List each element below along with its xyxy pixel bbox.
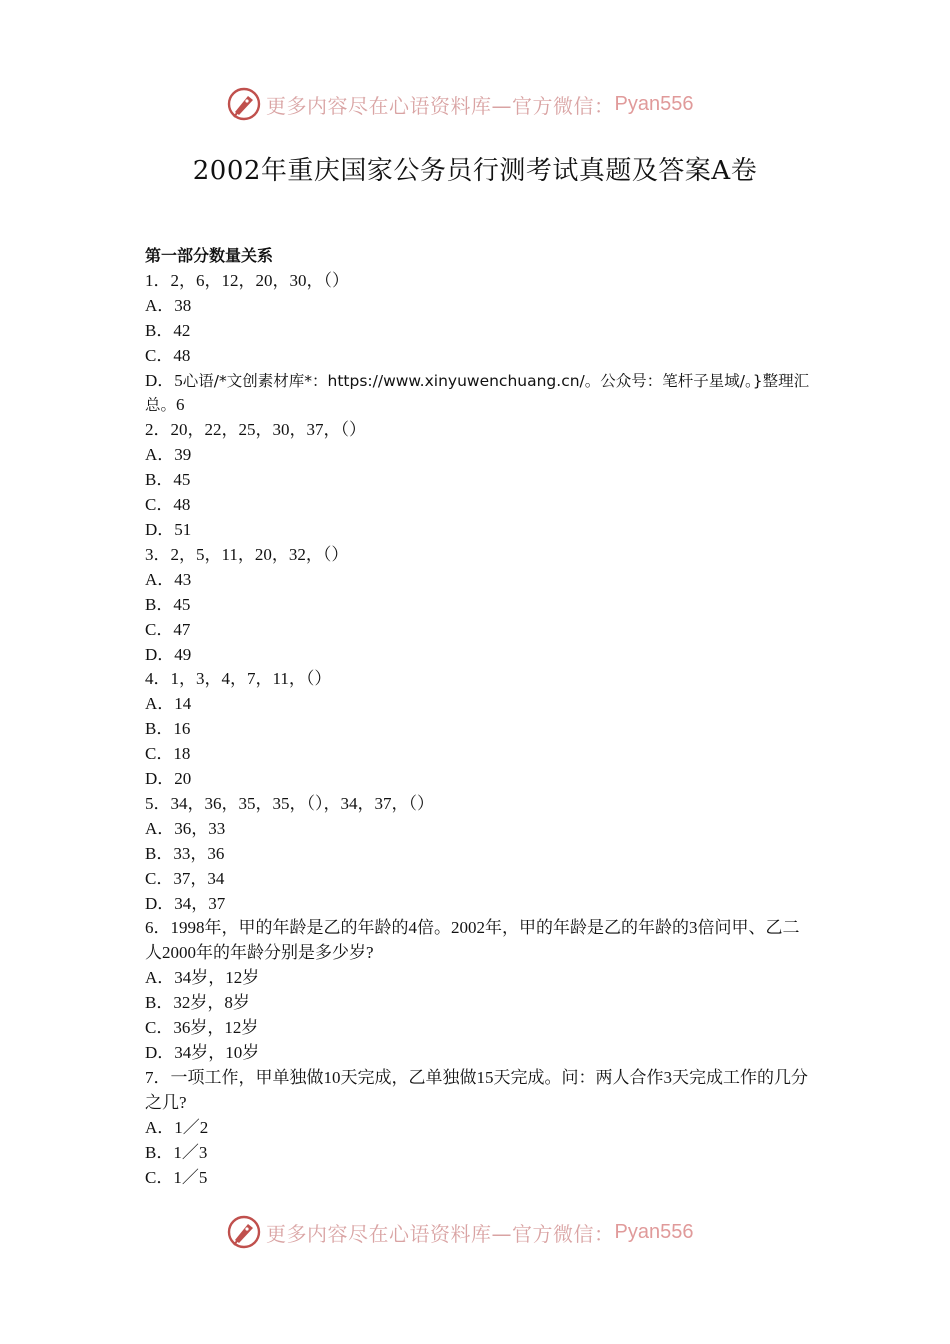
watermark-text: 更多内容尽在心语资料库—官方微信： (266, 1221, 615, 1246)
question-2-option-c: C．48 (145, 495, 191, 515)
question-1-option-c: C．48 (145, 345, 191, 365)
document-body (145, 244, 810, 1190)
option-d-prefix: D．5 (145, 370, 183, 390)
question-7-stem: 7．一项工作，甲单独做10天完成，乙单独做15天完成。问：两人合作3天完成工作的几分之几? (145, 1067, 808, 1112)
question-6-stem: 6．1998年，甲的年龄是乙的年龄的4倍。2002年，甲的年龄是乙的年龄的3倍问甲、乙二人2000年的年龄分别是多少岁? (145, 918, 800, 963)
question-1-option-d (145, 369, 810, 419)
pen-nib-logo-icon (226, 1214, 262, 1250)
question-4-option-c: C．18 (145, 744, 191, 764)
question-1-stem: 1．2，6，12，20，30，（） (145, 270, 349, 290)
question-6-option-d: D．34岁，10岁 (145, 1043, 260, 1062)
question-7-option-a: A．1／2 (145, 1117, 209, 1137)
question-3-stem: 3．2，5，11，20，32，（） (145, 544, 349, 564)
pen-nib-logo-icon (226, 86, 262, 122)
question-2-option-a: A．39 (145, 445, 192, 465)
inline-watermark: 心语/*文创素材库*：https://www.xinyuwenchuang.cn/。公众号：笔杆子星域/。}整理汇总。 (145, 371, 810, 415)
option-d-suffix: 6 (176, 395, 185, 415)
question-3-option-c: C．47 (145, 619, 191, 639)
watermark-banner-bottom (0, 1208, 950, 1252)
question-4-option-a: A．14 (145, 694, 192, 714)
question-3-option-a: A．43 (145, 569, 192, 589)
page-title: 2002年重庆国家公务员行测考试真题及答案A卷 (192, 156, 758, 186)
question-5-stem: 5．34，36，35，35，（），34，37，（） (145, 793, 434, 813)
question-6-option-c: C．36岁，12岁 (145, 1018, 259, 1038)
question-4-option-d: D．20 (145, 769, 192, 789)
question-3-option-d: D．49 (145, 644, 192, 664)
question-4-option-b: B．16 (145, 719, 191, 739)
question-7-option-b: B．1／3 (145, 1142, 208, 1162)
question-6-option-a: A．34岁，12岁 (145, 968, 260, 988)
question-5-option-d: D．34，37 (145, 893, 226, 913)
question-2-option-b: B．45 (145, 470, 191, 490)
question-5-option-a: A．36，33 (145, 818, 226, 838)
question-2-option-d: D．51 (145, 519, 192, 539)
question-5-option-c: C．37，34 (145, 868, 225, 888)
watermark-text: 更多内容尽在心语资料库—官方微信： (266, 93, 615, 118)
question-1-option-a: A．38 (145, 295, 192, 315)
question-2-stem: 2．20，22，25，30，37，（） (145, 420, 366, 440)
section-heading: 第一部分数量关系 (145, 246, 274, 265)
question-1-option-b: B．42 (145, 320, 191, 340)
question-7-option-c: C．1／5 (145, 1167, 208, 1187)
watermark-handle: Pyan556 (614, 1220, 694, 1243)
question-3-option-b: B．45 (145, 594, 191, 614)
watermark-banner-top (0, 80, 950, 124)
question-4-stem: 4．1，3，4，7，11，（） (145, 669, 332, 689)
question-5-option-b: B．33，36 (145, 843, 225, 863)
watermark-handle: Pyan556 (614, 92, 694, 115)
question-6-option-b: B．32岁，8岁 (145, 993, 250, 1013)
